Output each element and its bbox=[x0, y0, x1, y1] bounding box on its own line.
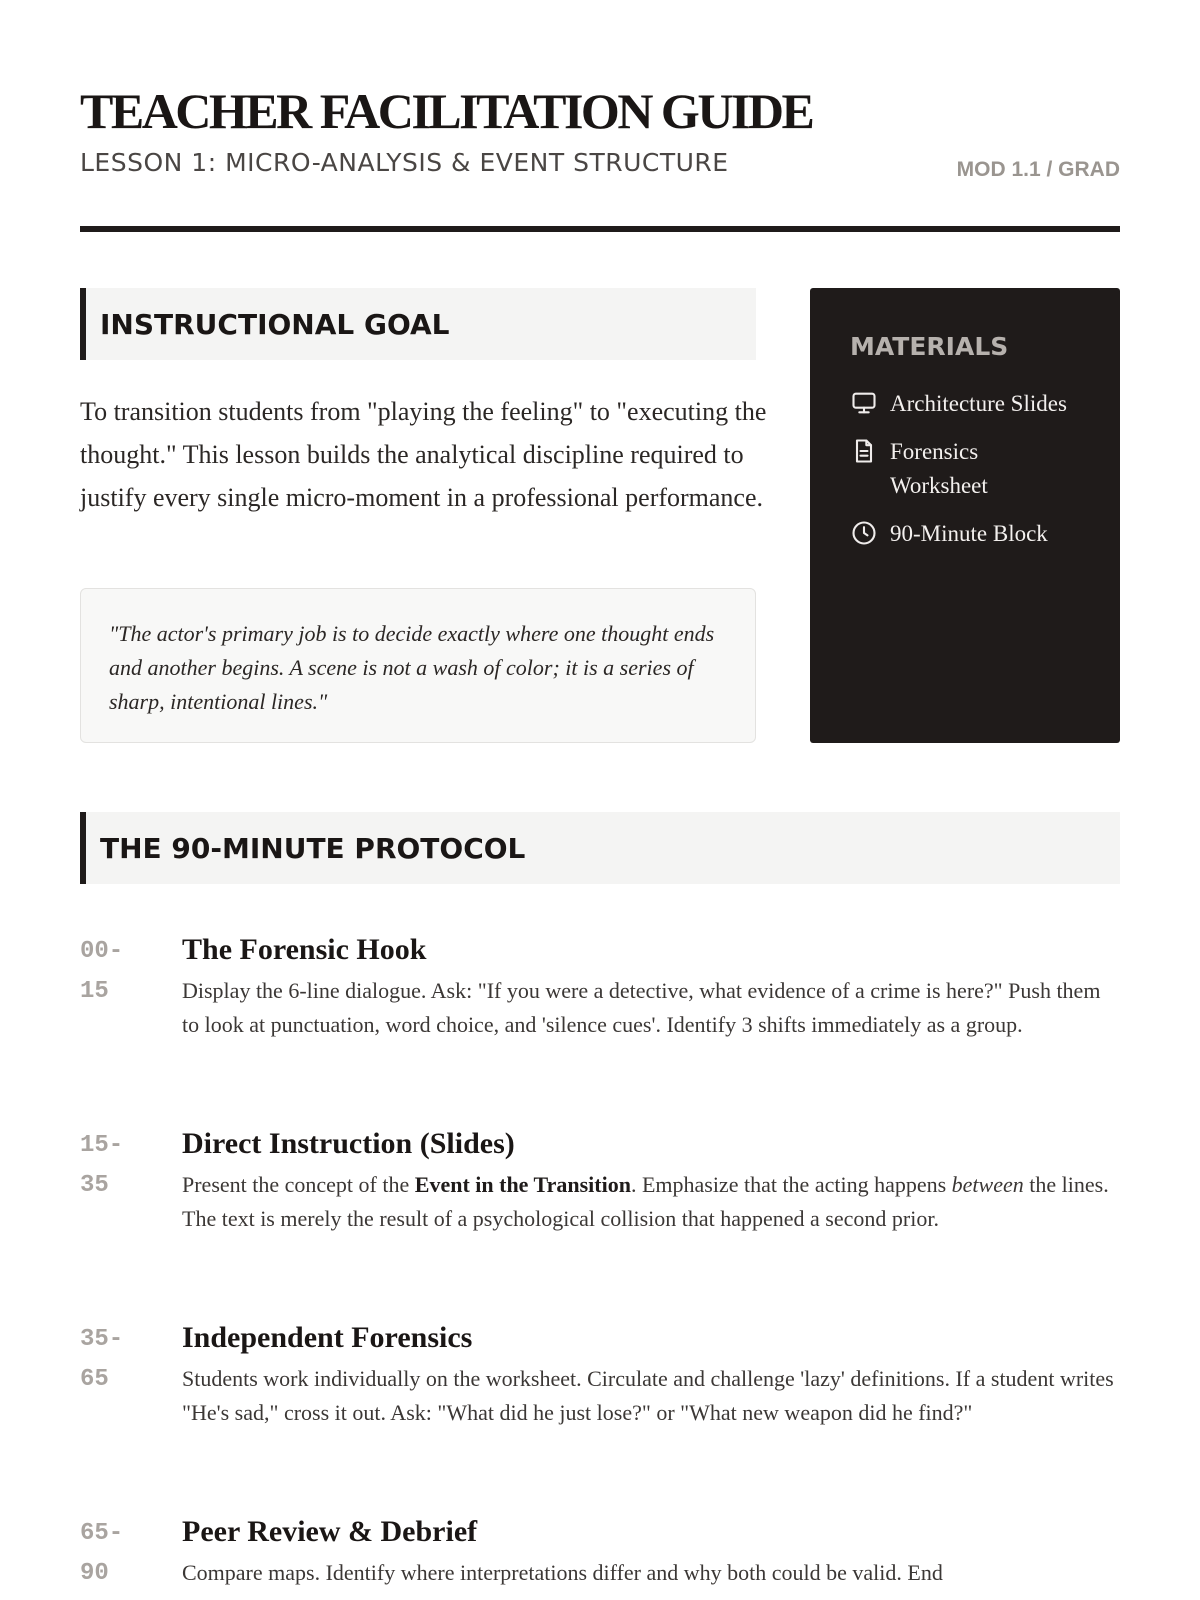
quote-box bbox=[80, 588, 756, 743]
step-title: Independent Forensics bbox=[182, 1321, 473, 1354]
step-desc-text: the lines. The text is merely the result of a psychological collision that happened a second prior. bbox=[182, 1172, 1109, 1231]
step-body bbox=[182, 1124, 1122, 1236]
material-label: Architecture Slides bbox=[890, 391, 1067, 416]
material-label: Forensics Worksheet bbox=[890, 439, 988, 498]
step-time: 35-65 bbox=[80, 1326, 124, 1393]
material-label: 90-Minute Block bbox=[890, 521, 1048, 546]
protocol-heading: THE 90-MINUTE PROTOCOL bbox=[80, 812, 1120, 884]
step-description: Students work individually on the worksheet. Circulate and challenge 'lazy' definitions. If a student writes "He's sad," cross it out. Ask: "What did he just lose?" or "What new weapon did he find?" bbox=[182, 1366, 1114, 1425]
material-item bbox=[850, 517, 1080, 551]
step-description: Display the 6-line dialogue. Ask: "If you were a detective, what evidence of a crime is here?" Push them to look at punctuation, word choice, and 'silence cues'. Identify 3 shifts immediately as a group. bbox=[182, 978, 1101, 1037]
step-title: Peer Review & Debrief bbox=[182, 1515, 478, 1548]
material-item bbox=[850, 387, 1080, 421]
step-time: 00-15 bbox=[80, 938, 124, 1005]
step-body bbox=[182, 930, 1122, 1042]
step-desc-italic: between bbox=[951, 1172, 1024, 1197]
step-time: 65-90 bbox=[80, 1520, 124, 1587]
document-icon bbox=[850, 437, 878, 465]
lesson-subtitle: LESSON 1: MICRO-ANALYSIS & EVENT STRUCTURE bbox=[80, 148, 729, 177]
materials-heading: MATERIALS bbox=[850, 332, 1009, 361]
step-body bbox=[182, 1512, 1122, 1590]
guide-title: TEACHER FACILITATION GUIDE bbox=[80, 83, 813, 139]
step-desc-text: . Emphasize that the acting happens bbox=[630, 1172, 952, 1197]
step-desc-text: Present the concept of the bbox=[182, 1172, 415, 1197]
material-item bbox=[850, 435, 1080, 503]
step-title: Direct Instruction (Slides) bbox=[182, 1127, 515, 1160]
instructional-goal-heading: INSTRUCTIONAL GOAL bbox=[80, 288, 756, 360]
step-body bbox=[182, 1318, 1122, 1430]
step-title: The Forensic Hook bbox=[182, 933, 427, 966]
module-code: MOD 1.1 / GRAD bbox=[956, 158, 1120, 181]
step-description: Compare maps. Identify where interpretations differ and why both could be valid. End bbox=[182, 1560, 943, 1585]
materials-panel bbox=[810, 288, 1120, 743]
quote-text: "The actor's primary job is to decide exactly where one thought ends and another begins. A scene is not a wash of color; it is a series of sharp, intentional lines." bbox=[109, 621, 715, 714]
header-divider bbox=[80, 226, 1120, 232]
step-description bbox=[182, 1168, 1122, 1236]
clock-icon bbox=[850, 519, 878, 547]
goal-text: To transition students from "playing the feeling" to "executing the thought." This lesson builds the analytical discipline required to justify every single micro-moment in a professional performance. bbox=[80, 397, 767, 512]
monitor-icon bbox=[850, 389, 878, 417]
step-desc-emphasis: Event in the Transition bbox=[414, 1172, 631, 1197]
step-time: 15-35 bbox=[80, 1132, 124, 1199]
